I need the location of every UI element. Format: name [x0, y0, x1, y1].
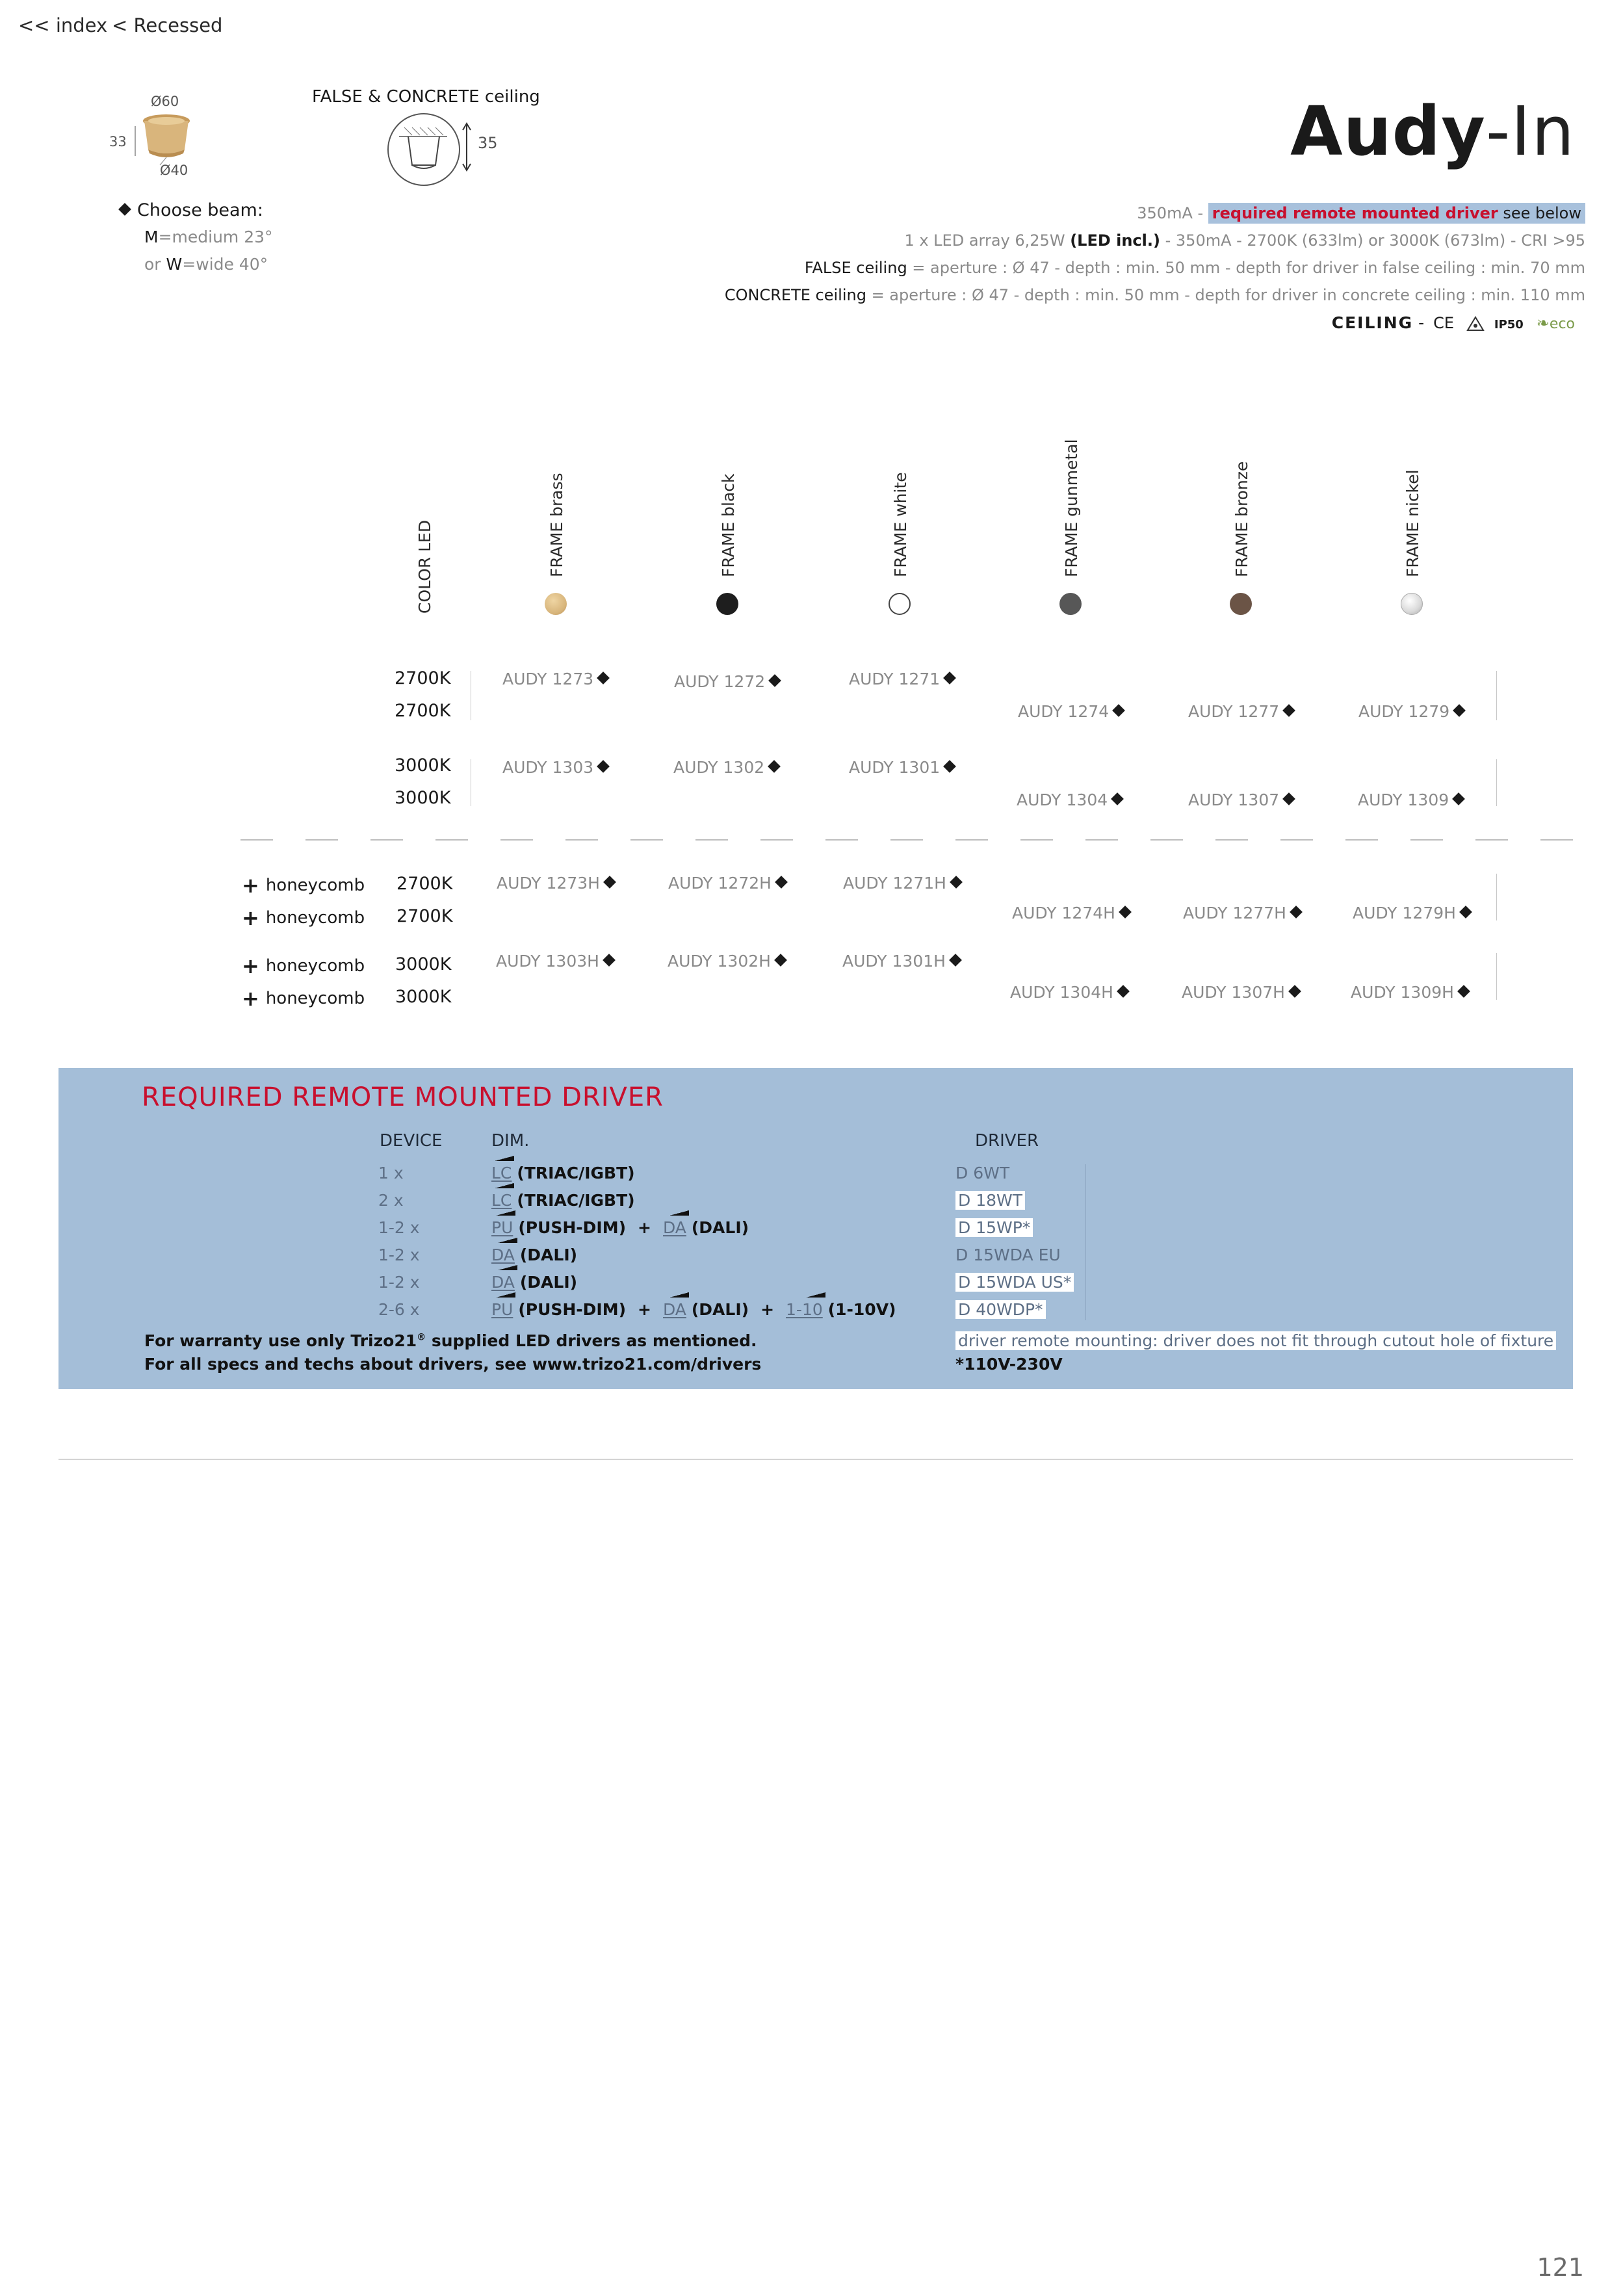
dim-code-icon: PU	[491, 1218, 513, 1237]
product-code[interactable]	[1351, 983, 1468, 1002]
driver-device-qty: 1-2 x	[378, 1273, 420, 1292]
dim-type: (PUSH-DIM)	[518, 1218, 627, 1237]
warranty-note	[144, 1331, 757, 1350]
spec-led-array: 1 x LED array 6,25W	[904, 231, 1071, 250]
dim-code-icon: DA	[491, 1273, 515, 1292]
product-code[interactable]	[1353, 904, 1470, 922]
dim-type: (PUSH-DIM)	[518, 1300, 627, 1319]
driver-dim-option	[491, 1191, 635, 1210]
driver-head-device: DEVICE	[380, 1131, 443, 1151]
dim-code-icon: DA	[663, 1300, 686, 1319]
honeycomb-label	[242, 871, 365, 896]
spec-current: 350mA -	[1137, 204, 1208, 222]
code-text: AUDY 1303H	[496, 952, 599, 971]
index-link[interactable]: << index	[18, 14, 108, 36]
dash-segment	[1410, 839, 1443, 841]
col-frame-nickel: FRAME nickel	[1403, 469, 1422, 577]
driver-panel	[58, 1068, 1573, 1389]
driver-device-qty: 2-6 x	[378, 1300, 420, 1319]
driver-specs-link[interactable]: For all specs and techs about drivers, see www.trizo21.com/drivers	[144, 1355, 762, 1374]
diamond-icon	[1457, 985, 1470, 998]
spec-driver-required: required remote mounted driver	[1212, 204, 1498, 222]
product-code[interactable]	[1358, 702, 1464, 721]
code-text: AUDY 1309	[1358, 790, 1449, 809]
col-frame-bronze: FRAME bronze	[1232, 461, 1251, 577]
plus-icon: +	[242, 906, 259, 930]
diamond-icon	[1288, 985, 1301, 998]
hc-kelvin-2700-a: 2700K	[396, 874, 453, 894]
dash-segment	[1085, 839, 1118, 841]
code-text: AUDY 1304H	[1010, 983, 1113, 1002]
diamond-icon	[1290, 906, 1303, 919]
dash-segment	[435, 839, 468, 841]
diamond-icon	[943, 672, 956, 685]
code-text: AUDY 1273	[502, 670, 594, 688]
product-code[interactable]	[1182, 983, 1299, 1002]
plus-icon: +	[242, 873, 259, 898]
diamond-icon	[768, 760, 781, 773]
code-text: AUDY 1273H	[497, 874, 600, 893]
driver-dim-option	[491, 1300, 896, 1319]
code-text: AUDY 1274	[1018, 702, 1110, 721]
warranty-text-rest: supplied LED drivers as mentioned.	[426, 1331, 757, 1350]
spec-ceiling-type: CEILING	[1331, 313, 1414, 332]
honeycomb-text: honeycomb	[265, 956, 365, 976]
honeycomb-text: honeycomb	[265, 989, 365, 1008]
diamond-icon	[775, 876, 788, 889]
honeycomb-label	[242, 984, 365, 1009]
product-name-bold: Audy	[1290, 92, 1486, 171]
swatch-white	[889, 593, 911, 615]
hc-kelvin-3000-b: 3000K	[395, 987, 452, 1007]
dash-segment	[565, 839, 598, 841]
plus-icon: +	[242, 986, 259, 1011]
product-code[interactable]	[1188, 790, 1293, 809]
diamond-icon	[950, 876, 963, 889]
page-number: 121	[1537, 2253, 1584, 2282]
spec-line-1	[1137, 204, 1585, 222]
kelvin-2700-a: 2700K	[395, 668, 451, 688]
spec-concrete-ceiling-label: CONCRETE ceiling	[724, 286, 866, 304]
product-code[interactable]	[502, 670, 608, 688]
code-text: AUDY 1271H	[843, 874, 946, 893]
code-text: AUDY 1279	[1358, 702, 1450, 721]
col-frame-brass: FRAME brass	[547, 473, 566, 577]
recessed-link[interactable]: < Recessed	[112, 14, 223, 36]
ceiling-depth-dim: 35	[478, 134, 498, 152]
code-text: AUDY 1302	[673, 758, 765, 777]
plus-icon: +	[242, 954, 259, 978]
driver-device-qty: 2 x	[378, 1191, 404, 1210]
ip-rating-icon: IP50	[1494, 318, 1524, 332]
diamond-icon	[603, 876, 616, 889]
kelvin-2700-b: 2700K	[395, 701, 451, 721]
spec-line-5	[1332, 313, 1575, 332]
product-code[interactable]	[1183, 904, 1301, 922]
diamond-icon	[597, 760, 610, 773]
code-text: AUDY 1277H	[1183, 904, 1286, 922]
hc-kelvin-2700-b: 2700K	[396, 906, 453, 926]
diamond-icon	[1119, 906, 1132, 919]
driver-model-text: D 15WP*	[955, 1218, 1033, 1237]
dim-code-icon: DA	[663, 1218, 686, 1237]
spec-line-4	[725, 286, 1585, 304]
dash-segment	[1280, 839, 1313, 841]
swatch-gunmetal	[1059, 593, 1082, 615]
driver-divider	[1085, 1164, 1086, 1320]
dash-segment	[305, 839, 338, 841]
code-text: AUDY 1303	[502, 758, 594, 777]
kelvin-3000-a: 3000K	[395, 755, 451, 776]
code-text: AUDY 1279H	[1353, 904, 1456, 922]
beam-m-text: =medium 23°	[158, 228, 273, 246]
code-text: AUDY 1307H	[1182, 983, 1285, 1002]
product-code[interactable]	[842, 952, 960, 971]
honeycomb-label	[242, 904, 365, 928]
driver-device-qty: 1 x	[378, 1164, 404, 1182]
diamond-icon	[1117, 985, 1130, 998]
class-symbol-icon	[1466, 315, 1485, 332]
driver-dim-option	[491, 1273, 577, 1292]
dim-type: (DALI)	[691, 1300, 749, 1319]
driver-model-text: D 18WT	[955, 1191, 1025, 1210]
dash-segment	[955, 839, 988, 841]
driver-model-text: D 15WDA US*	[955, 1273, 1074, 1292]
dash-segment	[760, 839, 793, 841]
product-title	[1290, 92, 1575, 171]
spec-false-ceiling-label: FALSE ceiling	[804, 259, 907, 277]
ce-mark-icon: CE	[1433, 314, 1454, 332]
leaf-icon: ❧	[1536, 314, 1550, 332]
driver-device-qty: 1-2 x	[378, 1246, 420, 1264]
driver-device-qty: 1-2 x	[378, 1218, 420, 1237]
product-code[interactable]	[496, 952, 614, 971]
dim-code-icon: LC	[491, 1164, 512, 1182]
remote-mount-note	[955, 1331, 1556, 1350]
dim-code-icon: DA	[491, 1246, 515, 1264]
beam-w-prefix: or	[144, 255, 166, 274]
beam-title	[120, 200, 263, 220]
spec-see-below: see below	[1498, 204, 1581, 222]
code-text: AUDY 1277	[1188, 702, 1280, 721]
driver-model-text: D 40WDP*	[955, 1300, 1046, 1319]
remote-mount-text: driver remote mounting: driver does not fit through cutout hole of fixture	[955, 1331, 1556, 1350]
product-code[interactable]	[1358, 790, 1463, 809]
col-color-led: COLOR LED	[415, 519, 434, 614]
dim-type: (TRIAC/IGBT)	[517, 1191, 635, 1210]
driver-head-driver: DRIVER	[975, 1131, 1039, 1151]
driver-model[interactable]	[955, 1273, 1074, 1292]
product-name-rest: -In	[1485, 92, 1575, 171]
plus-icon: +	[638, 1218, 651, 1237]
diamond-icon	[768, 674, 781, 687]
product-code[interactable]	[1188, 702, 1293, 721]
code-text: AUDY 1274H	[1012, 904, 1115, 922]
product-code[interactable]	[668, 874, 786, 893]
diamond-icon	[597, 672, 610, 685]
code-text: AUDY 1309H	[1351, 983, 1454, 1002]
dash-segment	[695, 839, 728, 841]
dash-segment	[1540, 839, 1573, 841]
diamond-icon	[1111, 792, 1124, 805]
registered-mark: ®	[417, 1332, 426, 1343]
product-code[interactable]	[668, 952, 785, 971]
swatch-bronze	[1230, 593, 1252, 615]
dim-code-icon: LC	[491, 1191, 512, 1210]
diamond-icon	[118, 203, 131, 216]
code-text: AUDY 1301H	[842, 952, 946, 971]
code-text: AUDY 1272	[674, 672, 766, 691]
dim-code-icon: PU	[491, 1300, 513, 1319]
code-text: AUDY 1301	[849, 758, 941, 777]
driver-model[interactable]	[955, 1191, 1025, 1210]
product-code[interactable]	[1010, 983, 1128, 1002]
row-divider	[1496, 874, 1497, 920]
beam-medium	[144, 228, 273, 246]
beam-w-text: =wide 40°	[182, 255, 268, 274]
driver-dim-option	[491, 1246, 577, 1264]
spec-lumen: - 350mA - 2700K (633lm) or 3000K (673lm) - CRI >95	[1160, 231, 1585, 250]
code-text: AUDY 1304	[1017, 790, 1108, 809]
spec-led-incl: (LED incl.)	[1070, 231, 1160, 250]
product-code[interactable]	[843, 874, 961, 893]
dash-segment	[630, 839, 663, 841]
dim-type: (DALI)	[519, 1246, 578, 1264]
diamond-icon	[774, 954, 787, 967]
product-code[interactable]	[497, 874, 614, 893]
voltage-note: *110V-230V	[955, 1355, 1063, 1374]
driver-model[interactable]	[955, 1300, 1046, 1319]
col-frame-white: FRAME white	[891, 472, 910, 577]
diamond-icon	[1282, 792, 1295, 805]
diamond-icon	[943, 760, 956, 773]
dash-segment	[890, 839, 923, 841]
diamond-icon	[1453, 704, 1466, 717]
row-divider	[1496, 671, 1497, 720]
product-code[interactable]	[673, 758, 779, 777]
driver-head-dim: DIM.	[491, 1131, 530, 1151]
dash-segment	[240, 839, 273, 841]
kelvin-3000-b: 3000K	[395, 788, 451, 808]
dim-type: (1-10V)	[827, 1300, 896, 1319]
col-frame-gunmetal: FRAME gunmetal	[1062, 439, 1081, 577]
diamond-icon	[603, 954, 616, 967]
diamond-icon	[949, 954, 962, 967]
beam-m-key: M	[144, 228, 159, 246]
code-text: AUDY 1302H	[668, 952, 771, 971]
plus-icon: +	[638, 1300, 651, 1319]
dim-type: (DALI)	[691, 1218, 749, 1237]
driver-model[interactable]: D 15WDA EU	[955, 1246, 1061, 1264]
spec-concrete-ceiling: = aperture : Ø 47 - depth : min. 50 mm - depth for driver in concrete ceiling : min. 110 mm	[866, 286, 1585, 304]
code-text: AUDY 1307	[1188, 790, 1280, 809]
row-divider	[1496, 759, 1497, 806]
dash-segment	[370, 839, 403, 841]
spec-line-2	[904, 231, 1585, 250]
honeycomb-label	[242, 952, 365, 976]
ceiling-label: FALSE & CONCRETE ceiling	[312, 87, 540, 107]
diamond-icon	[1459, 906, 1472, 919]
product-code[interactable]	[1018, 702, 1123, 721]
fixture-brass-image	[130, 111, 195, 176]
spec-line-3	[805, 259, 1585, 277]
driver-dim-option	[491, 1218, 749, 1237]
eco-text: eco	[1549, 316, 1575, 332]
dim-top-diameter: Ø60	[151, 94, 179, 109]
swatch-nickel	[1401, 593, 1423, 615]
diamond-icon	[1452, 792, 1465, 805]
dash-segment	[825, 839, 858, 841]
dim-bottom-diameter: Ø40	[160, 163, 188, 178]
swatch-brass	[545, 593, 567, 615]
product-code[interactable]	[1012, 904, 1130, 922]
spec-false-ceiling: = aperture : Ø 47 - depth : min. 50 mm - depth for driver in false ceiling : min. 70 mm	[907, 259, 1585, 277]
swatch-black	[716, 593, 738, 615]
code-text: AUDY 1271	[849, 670, 941, 688]
dim-height: 33	[109, 134, 127, 150]
dim-type: (TRIAC/IGBT)	[517, 1164, 635, 1182]
driver-title: REQUIRED REMOTE MOUNTED DRIVER	[142, 1082, 664, 1112]
code-text: AUDY 1272H	[668, 874, 772, 893]
diamond-icon	[1112, 704, 1125, 717]
product-code[interactable]	[1017, 790, 1122, 809]
beam-wide	[144, 255, 268, 274]
product-code[interactable]	[674, 672, 779, 691]
beam-title-text: Choose beam:	[137, 200, 263, 220]
dash-segment	[500, 839, 533, 841]
hc-kelvin-3000-a: 3000K	[395, 954, 452, 974]
driver-model[interactable]: D 6WT	[955, 1164, 1010, 1182]
dash-segment	[1020, 839, 1053, 841]
product-code[interactable]	[849, 758, 954, 777]
dim-type: (DALI)	[519, 1273, 578, 1292]
diamond-icon	[1282, 704, 1295, 717]
eco-label	[1537, 316, 1575, 332]
dash-segment	[1475, 839, 1508, 841]
driver-dim-option	[491, 1164, 635, 1182]
page-divider	[58, 1459, 1573, 1460]
honeycomb-text: honeycomb	[265, 876, 365, 895]
col-frame-black: FRAME black	[719, 473, 738, 577]
dim-code-icon: 1-10	[786, 1300, 823, 1319]
ceiling-section-icon	[386, 109, 481, 190]
driver-model[interactable]	[955, 1218, 1033, 1237]
beam-w-key: W	[166, 255, 183, 274]
spec-separator: -	[1413, 313, 1430, 332]
product-code[interactable]	[849, 670, 954, 688]
dash-segment	[1215, 839, 1248, 841]
product-code[interactable]	[502, 758, 608, 777]
honeycomb-text: honeycomb	[265, 908, 365, 928]
row-divider	[1496, 953, 1497, 1000]
dash-segment	[1150, 839, 1183, 841]
plus-icon: +	[760, 1300, 775, 1319]
dash-segment	[1345, 839, 1378, 841]
warranty-text: For warranty use only Trizo21	[144, 1331, 417, 1350]
